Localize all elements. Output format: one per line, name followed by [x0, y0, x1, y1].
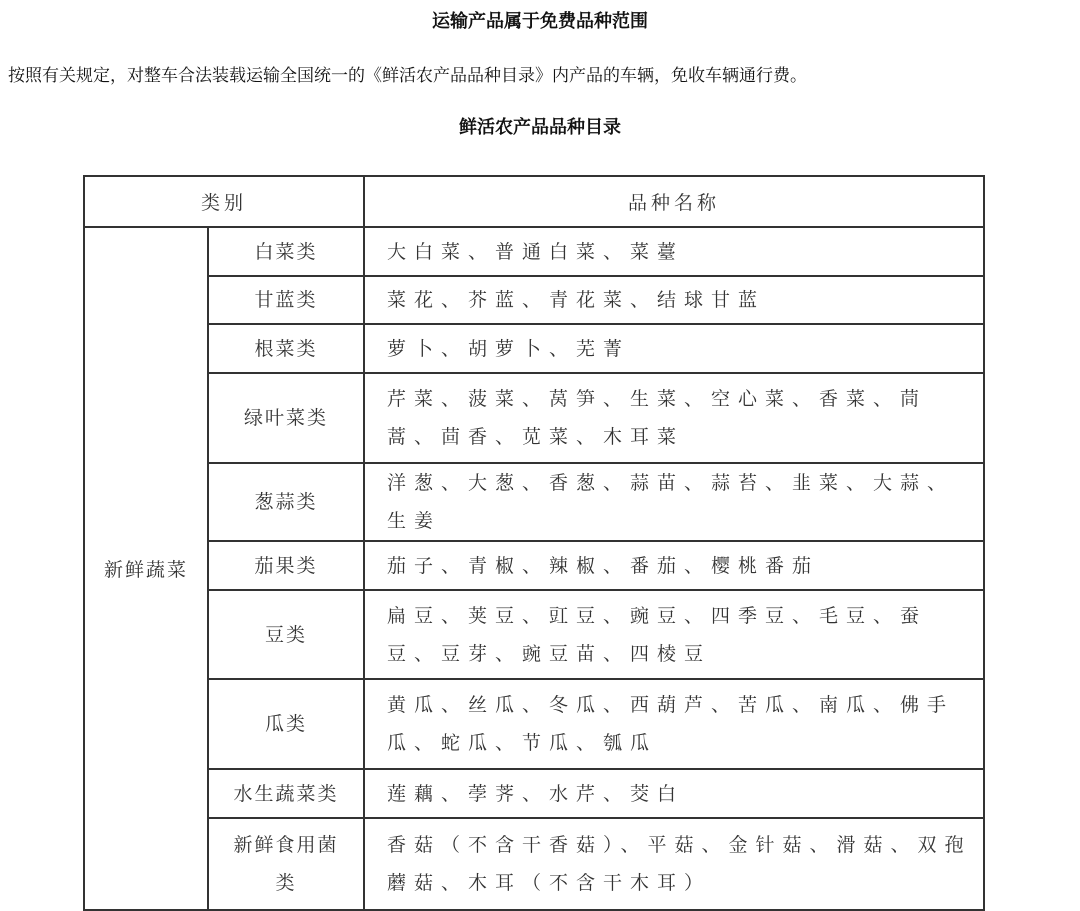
subcategory-cell: 葱蒜类: [208, 463, 364, 541]
varieties-cell: 洋葱、大葱、香葱、蒜苗、蒜苔、韭菜、大蒜、生姜: [364, 463, 984, 541]
subcategory-cell: 绿叶菜类: [208, 373, 364, 463]
subcategory-cell: 豆类: [208, 590, 364, 679]
table-row: [84, 463, 984, 541]
varieties-cell: 香菇（不含干香菇）、平菇、金针菇、滑菇、双孢蘑菇、木耳（不含干木耳）: [364, 818, 984, 910]
table-row: [84, 324, 984, 373]
header-category: 类别: [84, 176, 364, 227]
product-catalog-table: [83, 175, 985, 911]
table-row: [84, 679, 984, 769]
intro-paragraph: 按照有关规定，对整车合法装载运输全国统一的《鲜活农产品品种目录》内产品的车辆，免收车辆通行费。: [8, 66, 807, 86]
table-row: [84, 227, 984, 276]
table-row: [84, 541, 984, 590]
header-variety-name: 品种名称: [364, 176, 984, 227]
subcategory-cell: 白菜类: [208, 227, 364, 276]
subcategory-cell: 水生蔬菜类: [208, 769, 364, 818]
subcategory-cell: 根菜类: [208, 324, 364, 373]
varieties-cell: 莲藕、荸荠、水芹、茭白: [364, 769, 984, 818]
subcategory-cell: 甘蓝类: [208, 276, 364, 324]
subcategory-cell: 瓜类: [208, 679, 364, 769]
varieties-cell: 菜花、芥蓝、青花菜、结球甘蓝: [364, 276, 984, 324]
table-row: [84, 590, 984, 679]
subcategory-cell: 新鲜食用菌类: [208, 818, 364, 910]
table-row: [84, 373, 984, 463]
table-row: [84, 818, 984, 910]
varieties-cell: 芹菜、菠菜、莴笋、生菜、空心菜、香菜、茼蒿、茴香、苋菜、木耳菜: [364, 373, 984, 463]
main-category-cell: 新鲜蔬菜: [84, 227, 208, 910]
table-header-row: [84, 176, 984, 227]
varieties-cell: 扁豆、荚豆、豇豆、豌豆、四季豆、毛豆、蚕豆、豆芽、豌豆苗、四棱豆: [364, 590, 984, 679]
page-title: 运输产品属于免费品种范围: [432, 11, 648, 32]
varieties-cell: 萝卜、胡萝卜、芜菁: [364, 324, 984, 373]
subcategory-cell: 茄果类: [208, 541, 364, 590]
varieties-cell: 茄子、青椒、辣椒、番茄、樱桃番茄: [364, 541, 984, 590]
varieties-cell: 黄瓜、丝瓜、冬瓜、西葫芦、苦瓜、南瓜、佛手瓜、蛇瓜、节瓜、瓠瓜: [364, 679, 984, 769]
table-title: 鲜活农产品品种目录: [459, 117, 621, 138]
table-row: [84, 276, 984, 324]
varieties-cell: 大白菜、普通白菜、菜薹: [364, 227, 984, 276]
table-row: [84, 769, 984, 818]
